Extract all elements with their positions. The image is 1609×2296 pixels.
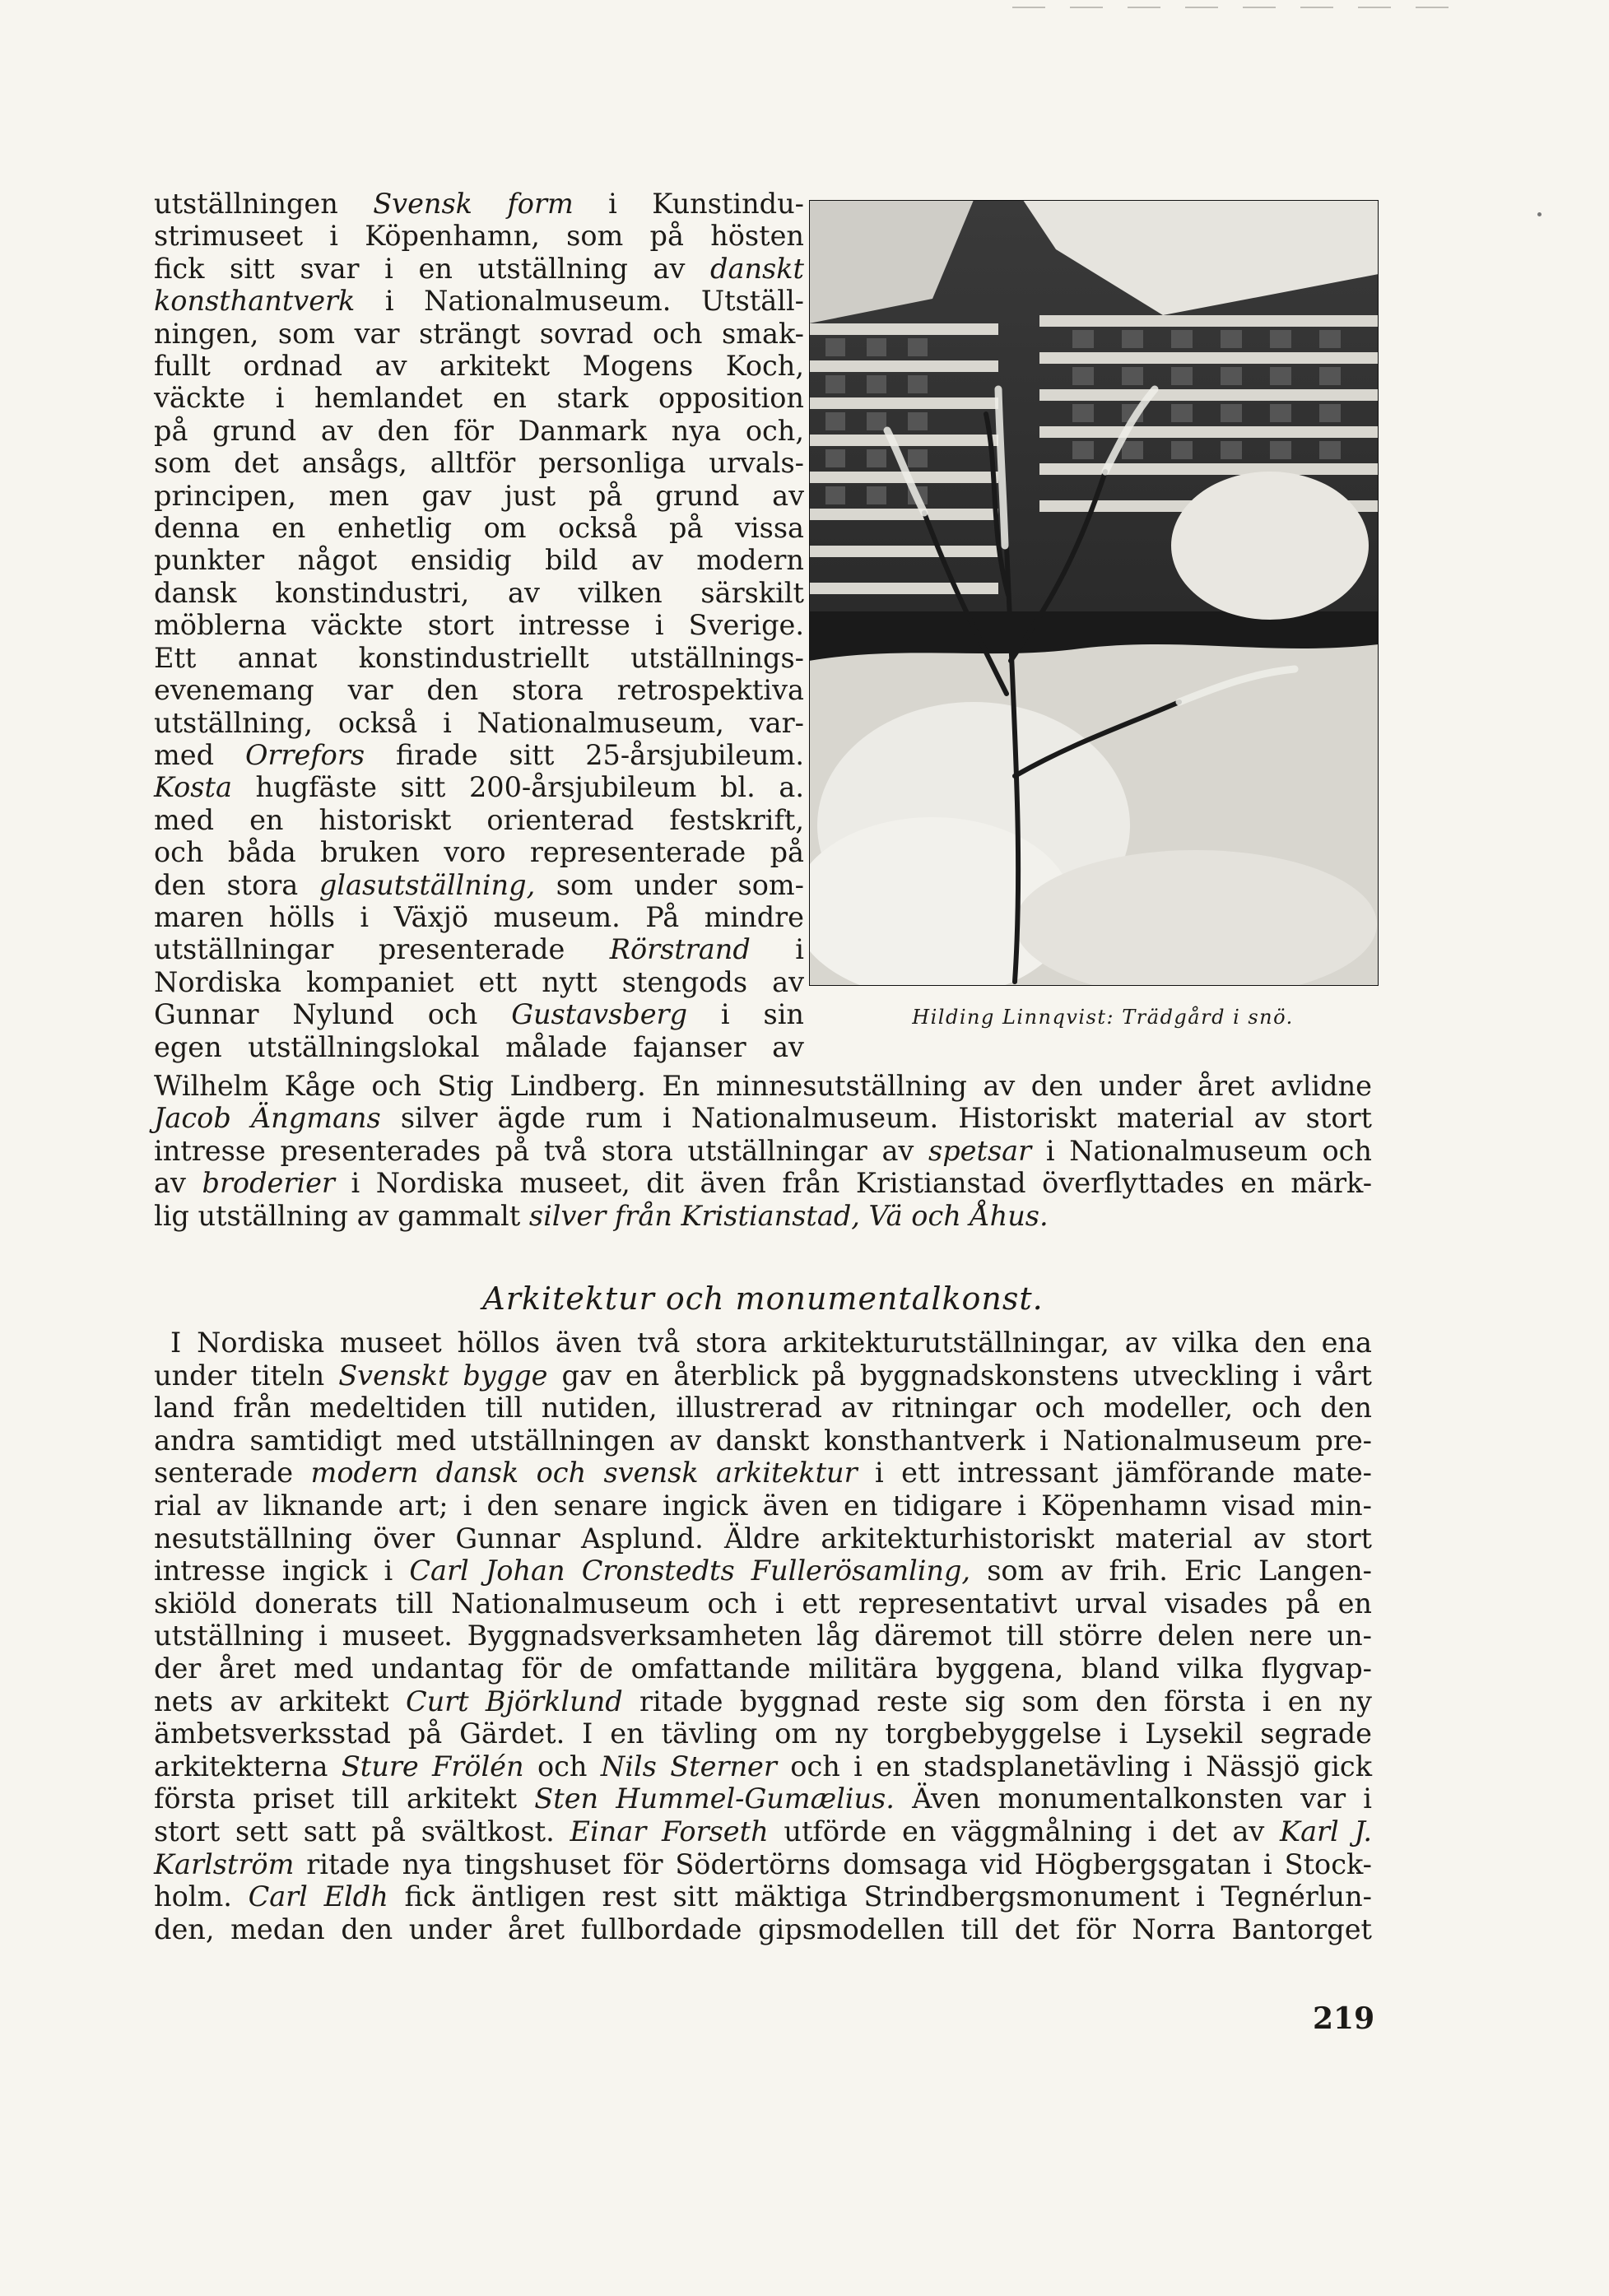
text-fragment: den, medan den under året fullbordade gipsmodellen till det för Norra Bantorget (154, 1913, 1372, 1945)
text-fragment: holm. (154, 1880, 249, 1913)
text-fragment: första priset till arkitekt (154, 1782, 535, 1815)
text-fragment: Ett annat konstindustriellt utställnings- (154, 641, 804, 674)
text-line (154, 707, 804, 739)
text-fragment: och i en stadsplanetävling i Nässjö gick (776, 1750, 1372, 1782)
italic-fragment: konsthantverk (154, 285, 356, 318)
text-line (154, 382, 804, 414)
text-fragment: Gunnar Nylund och (154, 998, 512, 1031)
text-line (154, 1135, 1372, 1167)
text-line (154, 836, 804, 868)
body-text-full-width (154, 1070, 1372, 1232)
text-fragment: fullt ordnad av arkitekt Mogens Koch, (154, 350, 804, 383)
italic-fragment: Jacob Ängmans (154, 1102, 381, 1135)
italic-fragment: Nils Sterner (600, 1750, 777, 1782)
text-fragment: utställning, också i Nationalmuseum, var- (154, 706, 804, 739)
text-line (154, 1200, 1372, 1232)
text-line (154, 350, 804, 382)
italic-fragment: Karl J. (1280, 1815, 1372, 1847)
page-number: 219 (1313, 2001, 1375, 2036)
text-line (154, 1587, 1372, 1620)
text-line (154, 933, 804, 965)
text-fragment: den stora (154, 868, 319, 901)
text-fragment: med (154, 738, 245, 771)
text-fragment: ämbetsverksstad på Gärdet. I en tävling om ny torgbebyggelse i Lysekil segrade (154, 1717, 1372, 1750)
text-fragment: intresse presenterades på två stora utställningar av (154, 1134, 929, 1167)
italic-fragment: Svensk form (373, 188, 574, 220)
body-text-section-2 (154, 1327, 1372, 1945)
page-speck (1537, 212, 1542, 216)
italic-fragment: Gustavsberg (511, 998, 688, 1031)
text-fragment: egen utställningslokal målade fajanser av (154, 1030, 804, 1063)
text-fragment: utställning i museet. Byggnadsverksamheten låg däremot till större delen nere un- (154, 1620, 1372, 1652)
italic-fragment: Einar Forseth (570, 1815, 769, 1847)
text-fragment: nets av arkitekt (154, 1685, 406, 1717)
text-fragment: som under som- (535, 868, 805, 901)
text-fragment: nesutställning över Gunnar Asplund. Äldre arkitekturhistoriskt material av stort (154, 1522, 1372, 1555)
body-text-narrow-column (154, 188, 804, 1063)
text-fragment: i Kunstindu- (573, 188, 805, 220)
text-fragment: stort sett satt på svältkost. (154, 1815, 570, 1847)
text-fragment: under titeln (154, 1359, 339, 1392)
text-line (154, 480, 804, 512)
text-fragment: som av frih. Eric Langen- (970, 1555, 1372, 1587)
text-fragment: med en historiskt orienterad festskrift, (154, 803, 804, 836)
painting-reproduction (809, 200, 1379, 986)
text-fragment: möblerna väckte stort intresse i Sverige. (154, 609, 804, 642)
text-fragment: intresse ingick i (154, 1555, 410, 1587)
text-fragment: ritade byggnad reste sig som den första i en ny (622, 1685, 1372, 1717)
italic-fragment: Kosta (154, 771, 232, 804)
text-fragment: arkitekterna (154, 1750, 342, 1782)
text-fragment: principen, men gav just på grund av (154, 479, 804, 512)
text-fragment: punkter något ensidig bild av modern (154, 544, 804, 577)
text-fragment: och (523, 1750, 601, 1782)
snowy-garden-image (809, 200, 1379, 986)
text-line (154, 998, 804, 1030)
italic-fragment: Curt Björklund (405, 1685, 623, 1717)
text-fragment: ningen, som var strängt sovrad och smak- (154, 317, 804, 350)
text-fragment: dansk konstindustri, av vilken särskilt (154, 576, 804, 609)
text-fragment: gav en återblick på byggnadskonstens utveckling i vårt (547, 1359, 1372, 1392)
text-fragment: skiöld donerats till Nationalmuseum och i ett representativt urval visades på en (154, 1587, 1372, 1620)
text-line (154, 1848, 1372, 1881)
italic-fragment: silver från Kristianstad, Vä och Åhus. (528, 1199, 1049, 1232)
text-line (154, 1717, 1372, 1750)
text-fragment: utförde en väggmålning i det av (768, 1815, 1281, 1847)
text-line (154, 739, 804, 771)
text-line (154, 1880, 1372, 1913)
italic-fragment: broderier (202, 1167, 335, 1200)
text-line (154, 1359, 1372, 1392)
text-fragment: maren hölls i Växjö museum. På mindre (154, 900, 804, 933)
text-line (154, 1652, 1372, 1685)
text-line (154, 1522, 1372, 1555)
figure-caption: Hilding Linnqvist: Trädgård i snö. (912, 1006, 1294, 1029)
text-fragment: Nordiska kompaniet ett nytt stengods av (154, 965, 804, 998)
italic-fragment: Sten Hummel-Gumælius. (534, 1782, 895, 1815)
text-fragment: på grund av den för Danmark nya och, (154, 414, 804, 447)
text-line (154, 609, 804, 641)
italic-fragment: glasutställning, (319, 868, 536, 901)
italic-fragment: Sture Frölén (341, 1750, 524, 1782)
text-fragment: i (750, 933, 804, 966)
text-fragment: i sin (687, 998, 804, 1031)
text-line (154, 1327, 1372, 1359)
text-line (154, 1031, 804, 1063)
text-fragment: utställningar presenterade (154, 933, 610, 966)
text-line (154, 642, 804, 674)
text-fragment: hugfäste sitt 200-årsjubileum bl. a. (231, 771, 804, 804)
italic-fragment: Rörstrand (609, 933, 751, 966)
text-fragment: silver ägde rum i Nationalmuseum. Historiskt material av stort (380, 1102, 1372, 1135)
text-line (154, 901, 804, 933)
italic-fragment: danskt (710, 252, 804, 285)
text-line (154, 188, 804, 220)
text-line (154, 577, 804, 609)
text-line (154, 771, 804, 803)
text-line (154, 1490, 1372, 1522)
text-line (154, 253, 804, 285)
text-fragment: väckte i hemlandet en stark opposition (154, 382, 804, 415)
text-line (154, 318, 804, 350)
text-line (154, 966, 804, 998)
italic-fragment: modern dansk och svensk arkitektur (310, 1457, 858, 1490)
text-line (154, 1457, 1372, 1490)
text-line (154, 415, 804, 447)
text-line (154, 1782, 1372, 1815)
text-fragment: i Nationalmuseum. Utställ- (355, 285, 804, 318)
text-fragment: strimuseet i Köpenhamn, som på hösten (154, 220, 804, 253)
text-line (154, 220, 804, 252)
text-line (154, 674, 804, 706)
text-line (154, 447, 804, 479)
text-line (154, 869, 804, 901)
text-line (154, 1620, 1372, 1652)
text-fragment: lig utställning av gammalt (154, 1199, 529, 1232)
section-heading: Arkitektur och monumentalkonst. (482, 1280, 1044, 1317)
text-fragment: senterade (154, 1457, 311, 1490)
text-line (154, 1750, 1372, 1783)
text-line (154, 1102, 1372, 1134)
text-line (154, 1685, 1372, 1718)
italic-fragment: Carl Eldh (248, 1880, 388, 1913)
text-line (154, 544, 804, 576)
text-line (154, 1392, 1372, 1425)
text-line (154, 1913, 1372, 1946)
text-fragment: I Nordiska museet höllos även två stora arkitekturutställningar, av vilka den ena (170, 1327, 1372, 1359)
top-edge-mark (1012, 7, 1473, 8)
text-fragment: Även monumentalkonsten var i (894, 1782, 1372, 1815)
text-fragment: i ett intressant jämförande mate- (857, 1457, 1372, 1490)
text-fragment: rial av liknande art; i den senare ingick även en tidigare i Köpenhamn visad min- (154, 1489, 1372, 1522)
text-fragment: land från medeltiden till nutiden, illustrerad av ritningar och modeller, och den (154, 1392, 1372, 1425)
text-fragment: firade sitt 25-årsjubileum. (365, 738, 804, 771)
text-fragment: och båda bruken voro representerade på (154, 836, 804, 869)
text-line (154, 1425, 1372, 1457)
italic-fragment: spetsar (928, 1134, 1032, 1167)
text-fragment: utställningen (154, 188, 374, 220)
text-line (154, 1070, 1372, 1102)
text-line (154, 512, 804, 544)
text-fragment: evenemang var den stora retrospektiva (154, 674, 804, 707)
text-fragment: ritade nya tingshuset för Södertörns domsaga vid Högbergsgatan i Stock- (294, 1847, 1372, 1880)
italic-fragment: Svenskt bygge (338, 1359, 548, 1392)
text-line (154, 804, 804, 836)
text-fragment: denna en enhetlig om också på vissa (154, 512, 804, 545)
text-fragment: fick äntligen rest sitt mäktiga Strindbergsmonument i Tegnérlun- (388, 1880, 1372, 1913)
text-line (154, 1167, 1372, 1199)
text-fragment: fick sitt svar i en utställning av (154, 252, 711, 285)
italic-fragment: Carl Johan Cronstedts Fullerösamling, (409, 1555, 971, 1587)
text-fragment: som det ansågs, alltför personliga urvals- (154, 447, 804, 480)
text-line (154, 285, 804, 317)
text-line (154, 1815, 1372, 1848)
text-fragment: der året med undantag för de omfattande militära byggena, bland vilka flygvap- (154, 1652, 1372, 1685)
text-fragment: av (154, 1167, 202, 1200)
text-fragment: i Nordiska museet, dit även från Kristianstad överflyttades en märk- (334, 1167, 1373, 1200)
text-fragment: i Nationalmuseum och (1031, 1134, 1372, 1167)
text-fragment: Wilhelm Kåge och Stig Lindberg. En minnesutställning av den under året avlidne (154, 1070, 1372, 1102)
text-fragment: andra samtidigt med utställningen av danskt konsthantverk i Nationalmuseum pre- (154, 1424, 1372, 1457)
text-line (154, 1555, 1372, 1587)
italic-fragment: Orrefors (244, 738, 365, 771)
italic-fragment: Karlström (154, 1847, 295, 1880)
